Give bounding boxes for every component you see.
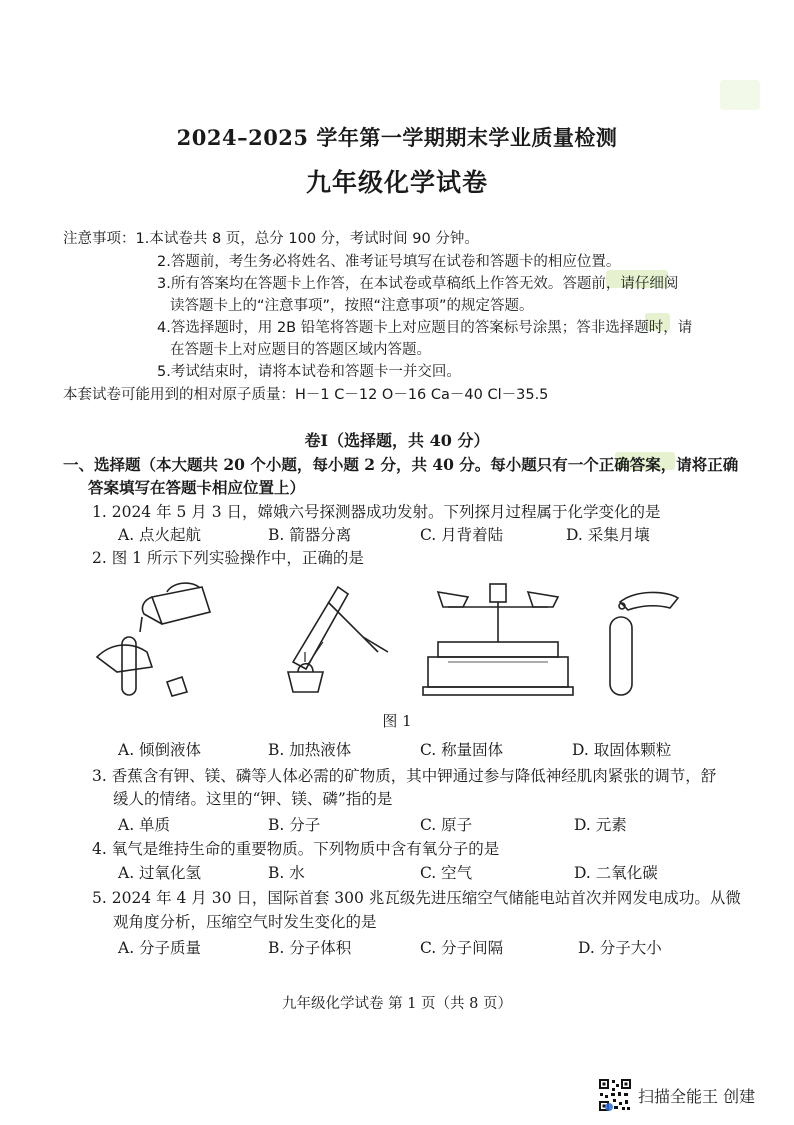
section-title: 卷Ⅰ（选择题，共 40 分）: [304, 431, 490, 450]
note-3b: 读答题卡上的“注意事项”，按照“注意事项”的规定答题。: [170, 298, 534, 314]
question-1-stem: 1. 2024 年 5 月 3 日，嫦娥六号探测器成功发射。下列探月过程属于化学变化的是: [92, 503, 661, 521]
note-2: 2.答题前，考生务必将姓名、准考证号填写在试卷和答题卡的相应位置。: [157, 254, 621, 270]
q5-option-a: A. 分子质量: [118, 939, 202, 957]
q3-option-b: B. 分子: [268, 816, 321, 834]
figure-taking-granules: [600, 572, 690, 702]
q1-option-b: B. 箭器分离: [268, 526, 352, 544]
note-5: 5.考试结束时，请将本试卷和答题卡一并交回。: [157, 364, 461, 380]
question-4-stem: 4. 氧气是维持生命的重要物质。下列物质中含有氧分子的是: [92, 840, 500, 858]
q4-option-c: C. 空气: [420, 864, 473, 882]
exam-title: 2024–2025 学年第一学期期末学业质量检测: [176, 125, 618, 150]
q2-option-a: A. 倾倒液体: [118, 741, 202, 759]
figure-heating-liquid: [268, 572, 398, 702]
highlighter-stain: [720, 80, 760, 110]
q4-option-d: D. 二氧化碳: [574, 864, 658, 882]
q4-option-b: B. 水: [268, 864, 305, 882]
page-footer: 九年级化学试卷 第 1 页（共 8 页）: [282, 996, 512, 1012]
note-4a: 4.答选择题时，用 2B 铅笔将答题卡上对应题目的答案标号涂黑；答非选择题时，请: [157, 320, 693, 336]
atomic-masses: 本套试卷可能用到的相对原子质量：H－1 C－12 O－16 Ca－40 Cl－35.5: [63, 387, 549, 403]
section-intro-cont: 答案填写在答题卡相应位置上）: [88, 478, 306, 497]
q2-option-b: B. 加热液体: [268, 741, 352, 759]
q2-option-c: C. 称量固体: [420, 741, 504, 759]
question-2-stem: 2. 图 1 所示下列实验操作中，正确的是: [92, 549, 364, 567]
question-3-stem: 3. 香蕉含有钾、镁、磷等人体必需的矿物质，其中钾通过参与降低神经肌肉紧张的调节，舒: [92, 767, 717, 785]
section-intro: 一、选择题（本大题共 20 个小题，每小题 2 分，共 40 分。每小题只有一个正确答案，请将正确: [63, 455, 739, 474]
note-4b: 在答题卡上对应题目的答题区域内答题。: [170, 342, 431, 358]
q3-option-a: A. 单质: [118, 816, 171, 834]
q4-option-a: A. 过氧化氢: [118, 864, 202, 882]
figure-caption: 图 1: [382, 712, 412, 730]
note-1: 注意事项：1.本试卷共 8 页，总分 100 分，考试时间 90 分钟。: [63, 231, 479, 247]
q1-option-c: C. 月背着陆: [420, 526, 504, 544]
q5-option-c: C. 分子间隔: [420, 939, 504, 957]
q1-option-a: A. 点火起航: [118, 526, 202, 544]
q1-option-d: D. 采集月壤: [566, 526, 650, 544]
qr-code-icon: [598, 1078, 632, 1112]
question-3-stem-cont: 缓人的情绪。这里的“钾、镁、磷”指的是: [113, 790, 393, 808]
q3-option-d: D. 元素: [574, 816, 627, 834]
q5-option-b: B. 分子体积: [268, 939, 352, 957]
q3-option-c: C. 原子: [420, 816, 473, 834]
q2-option-d: D. 取固体颗粒: [572, 741, 672, 759]
exam-subtitle: 九年级化学试卷: [305, 168, 488, 197]
figure-weighing-solid: [418, 572, 578, 702]
note-3a: 3.所有答案均在答题卡上作答，在本试卷或草稿纸上作答无效。答题前，请仔细阅: [157, 276, 679, 292]
scanner-watermark: 扫描全能王 创建: [638, 1087, 756, 1106]
question-5-stem-cont: 观角度分析，压缩空气时发生变化的是: [113, 913, 377, 931]
q5-option-d: D. 分子大小: [578, 939, 662, 957]
figure-pouring-liquid: [92, 572, 232, 702]
question-5-stem: 5. 2024 年 4 月 30 日，国际首套 300 兆瓦级先进压缩空气储能电站首次并网发电成功。从微: [92, 889, 741, 907]
